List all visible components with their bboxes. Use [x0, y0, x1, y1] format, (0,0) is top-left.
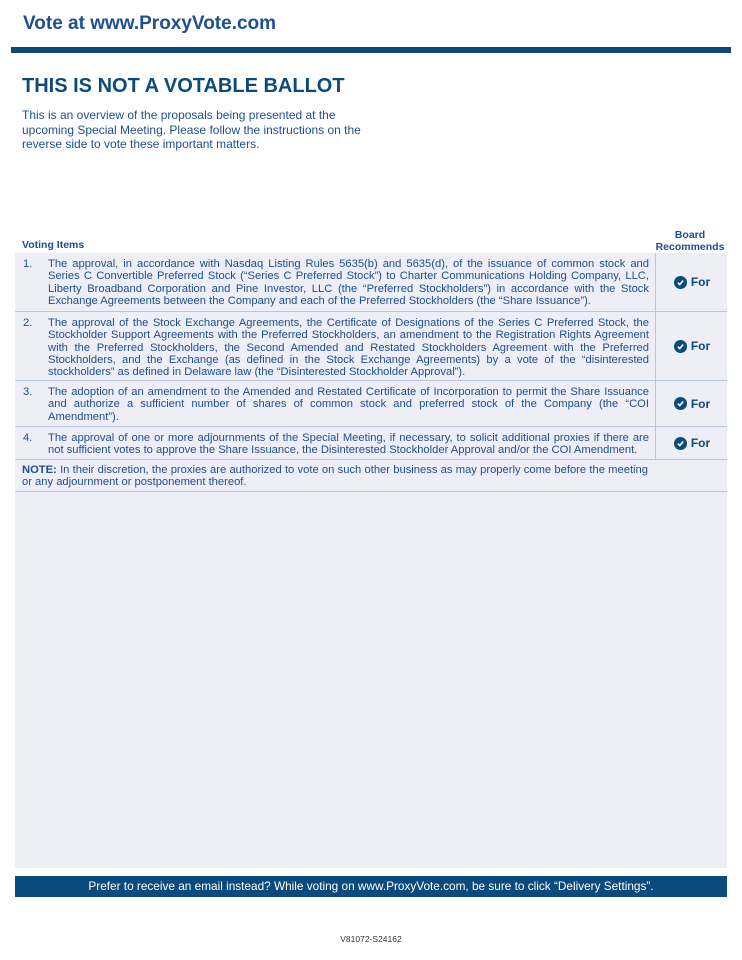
- proposal-text: The approval of one or more adjournments of the Special Meeting, if necessary, to solicit additional proxies if there are not sufficient votes to approve the Share Issuance, the Disinterested Stockholder Approval and/or the COI Amendment.: [48, 432, 649, 457]
- check-circle-icon: [674, 340, 687, 353]
- board-recommendation: [655, 427, 728, 459]
- recommendation-label: For: [690, 275, 711, 289]
- proposal-text: The approval of the Stock Exchange Agreements, the Certificate of Designations of the Series C Preferred Stock, the Stockholder Support Agreements with the Preferred Stockholders, an amendment to the Registration Rights Agreement with the Preferred Stockholders, the Second Amended and Restated Stockholders Agreement with the Preferred Stockholders, and the Exchange (as defined in the Stock Exchange Agreements) by a vote of the “disinterested stockholders” as defined in Delaware law (the “Disinterested Stockholder Approval”).: [48, 317, 649, 379]
- proposal-row-3: [15, 381, 727, 427]
- proposal-number: 4.: [23, 432, 33, 444]
- header-title: Vote at www.ProxyVote.com: [23, 13, 277, 34]
- proposal-text: The adoption of an amendment to the Amended and Restated Certificate of Incorporation to permit the Share Issuance and authorize a sufficient number of shares of common stock and preferred stock of the Company (the “COI Amendment”).: [48, 386, 649, 423]
- ballot-title: THIS IS NOT A VOTABLE BALLOT: [22, 75, 345, 97]
- proposal-number: 2.: [23, 317, 33, 329]
- recommendation-label: For: [690, 396, 711, 411]
- proposal-row-2: [15, 312, 727, 381]
- board-recommends-header: [650, 229, 730, 253]
- note-body: In their discretion, the proxies are authorized to vote on such other business as may properly come before the meeting or any adjournment or postponement thereof.: [22, 464, 648, 489]
- document-code: V81072-S24162: [340, 934, 402, 944]
- check-circle-icon: [674, 437, 687, 450]
- board-recommendation: [655, 312, 728, 380]
- note-row: [15, 460, 727, 492]
- recommendation-label: For: [690, 436, 711, 450]
- board-header-line2: Recommends: [655, 241, 725, 253]
- email-delivery-banner: Prefer to receive an email instead? While voting on www.ProxyVote.com, be sure to click “Delivery Settings”.: [15, 876, 727, 897]
- proposal-row-1: [15, 253, 727, 312]
- check-circle-icon: [674, 397, 687, 410]
- proposal-number: 1.: [23, 258, 33, 270]
- board-header-line1: Board: [674, 229, 706, 241]
- board-recommendation: [655, 381, 728, 426]
- check-circle-icon: [674, 276, 687, 289]
- intro-text: This is an overview of the proposals being presented at the upcoming Special Meeting. Please follow the instructions on the reverse side to vote these important matters.: [22, 108, 361, 151]
- proposal-number: 3.: [23, 386, 33, 398]
- header-divider: [11, 47, 731, 53]
- proposal-text: The approval, in accordance with Nasdaq Listing Rules 5635(b) and 5635(d), of the issuance of common stock and Series C Convertible Preferred Stock (“Series C Preferred Stock”) to Charter Communications Holding Company, LLC, Liberty Broadband Corporation and Pine Investor, LLC (the “Preferred Stockholders”) in accordance with the Stock Exchange Agreements between the Company and each of the Preferred Stockholders (the “Share Issuance”).: [48, 258, 649, 307]
- board-recommendation: [655, 253, 728, 311]
- note-label: NOTE:: [22, 464, 57, 476]
- proposal-row-4: [15, 427, 727, 460]
- recommendation-label: For: [690, 339, 711, 353]
- note-text: [22, 464, 648, 489]
- voting-items-header: Voting Items: [22, 239, 85, 251]
